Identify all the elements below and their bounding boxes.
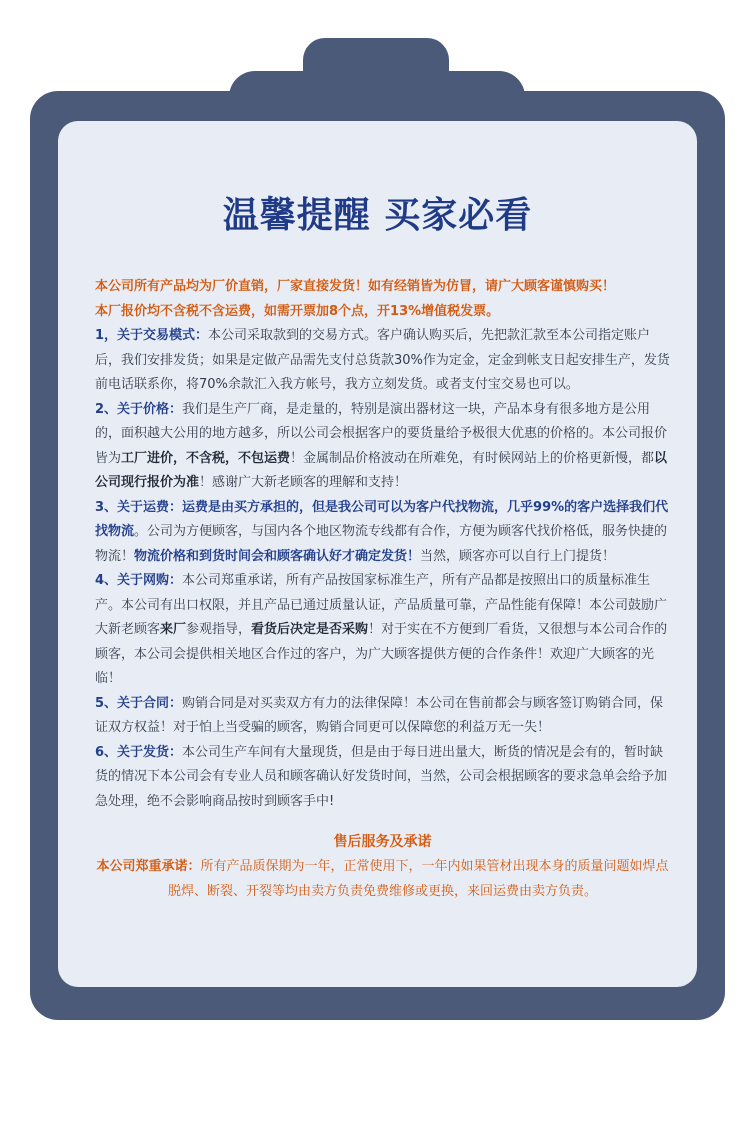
section-text: 参观指导，	[186, 622, 252, 637]
section-delivery	[95, 741, 670, 815]
section-online-purchase	[95, 569, 670, 692]
section-trade-mode	[95, 324, 670, 398]
section-text: 我们是生产厂商，是走量的，特别是演出器材这一块，产品本身有很多地方是公用的，面积越大公用的地方越多，所以公司会根据客户的要货量给予极很大优惠的价格的。本公司报价皆为	[95, 401, 668, 466]
clipboard-clip-top	[303, 38, 449, 78]
emphasis-text: 看货后决定是否采购	[251, 622, 369, 637]
section-contract	[95, 692, 670, 741]
section-text: 本公司生产车间有大量现货，但是由于每日进出量大，断货的情况是会有的，暂时缺货的情况下本公司会有专业人员和顾客确认好发货时间，当然，公司会根据顾客的要求急单会给予加急处理，绝不会影响商品按时到顾客手中!	[95, 744, 668, 809]
after-sales-lead: 本公司郑重承诺：	[96, 859, 201, 874]
notice-line-price-tax: 本厂报价均不含税不含运费，如需开票加8个点，开13%增值税发票。	[95, 303, 500, 319]
section-shipping-fee	[95, 496, 670, 570]
section-text: 。公司为方便顾客，与国内各个地区物流专线都有合作，方便为顾客代找价格低，服务快捷的物流！	[95, 524, 668, 564]
section-text: 本公司郑重承诺，所有产品按国家标准生产，所有产品都是按照出口的质量标准生产。本公司有出口权限，并且产品已通过质量认证，产品质量可靠，产品性能有保障！本公司鼓励广大新老顾客	[95, 573, 668, 637]
section-heading: 4、关于网购：	[95, 573, 183, 588]
section-heading: 2、关于价格：	[95, 401, 183, 417]
after-sales-text: 所有产品质保期为一年，正常使用下，一年内如果管材出现本身的质量问题如焊点脱焊、断裂、开裂等均由卖方负责免费维修或更换，来回运费由卖方负责。	[167, 859, 669, 899]
section-text: ！金属制品价格波动在所难免，有时候网站上的价格更新慢，都	[290, 450, 655, 466]
page-title: 温馨提醒 买家必看	[222, 195, 533, 236]
after-sales-title: 售后服务及承诺	[333, 834, 432, 850]
section-text: 购销合同是对买卖双方有力的法律保障！本公司在售前都会与顾客签订购销合同，保证双方权益！对于怕上当受骗的顾客，购销合同更可以保障您的利益万无一失！	[95, 695, 664, 735]
after-sales-promise	[95, 855, 670, 904]
section-text: ！感谢广大新老顾客的理解和支持！	[199, 475, 408, 490]
emphasis-text: 运费是由买方承担的，但是我公司可以为客户代找物流，几乎99%的客户选择我们代找物流	[95, 499, 669, 539]
section-heading: 5、关于合同：	[95, 695, 183, 711]
section-text: 当然，顾客亦可以自行上门提货！	[420, 548, 616, 564]
section-price	[95, 398, 670, 496]
section-text: ！对于实在不方便到厂看货，又很想与本公司合作的顾客，本公司会提供相关地区合作过的客户，为广大顾客提供方便的合作条件！欢迎广大顾客的光临！	[95, 622, 668, 686]
emphasis-text: 物流价格和到货时间会和顾客确认好才确定发货！	[134, 548, 421, 564]
section-text: 本公司采取款到的交易方式。客户确认购买后，先把款汇款至本公司指定账户后，我们安排发货；如果是定做产品需先支付总货款30%作为定金，定金到帐支日起安排生产，发货前电话联系你，将70%余款汇入我方帐号，我方立刻发货。或者支付宝交易也可以。	[95, 328, 670, 392]
notice-content	[95, 275, 670, 904]
section-heading: 3、关于运费：	[95, 499, 183, 515]
emphasis-text: 工厂进价，不含税，不包运费	[121, 450, 291, 466]
section-heading: 1，关于交易模式：	[95, 328, 209, 343]
emphasis-text: 以公司现行报价为准	[95, 450, 668, 490]
emphasis-text: 来厂	[160, 622, 187, 637]
section-heading: 6、关于发货：	[95, 744, 183, 760]
notice-line-direct-sales: 本公司所有产品均为厂价直销，厂家直接发货！如有经销皆为仿冒，请广大顾客谨慎购买！	[95, 279, 616, 294]
